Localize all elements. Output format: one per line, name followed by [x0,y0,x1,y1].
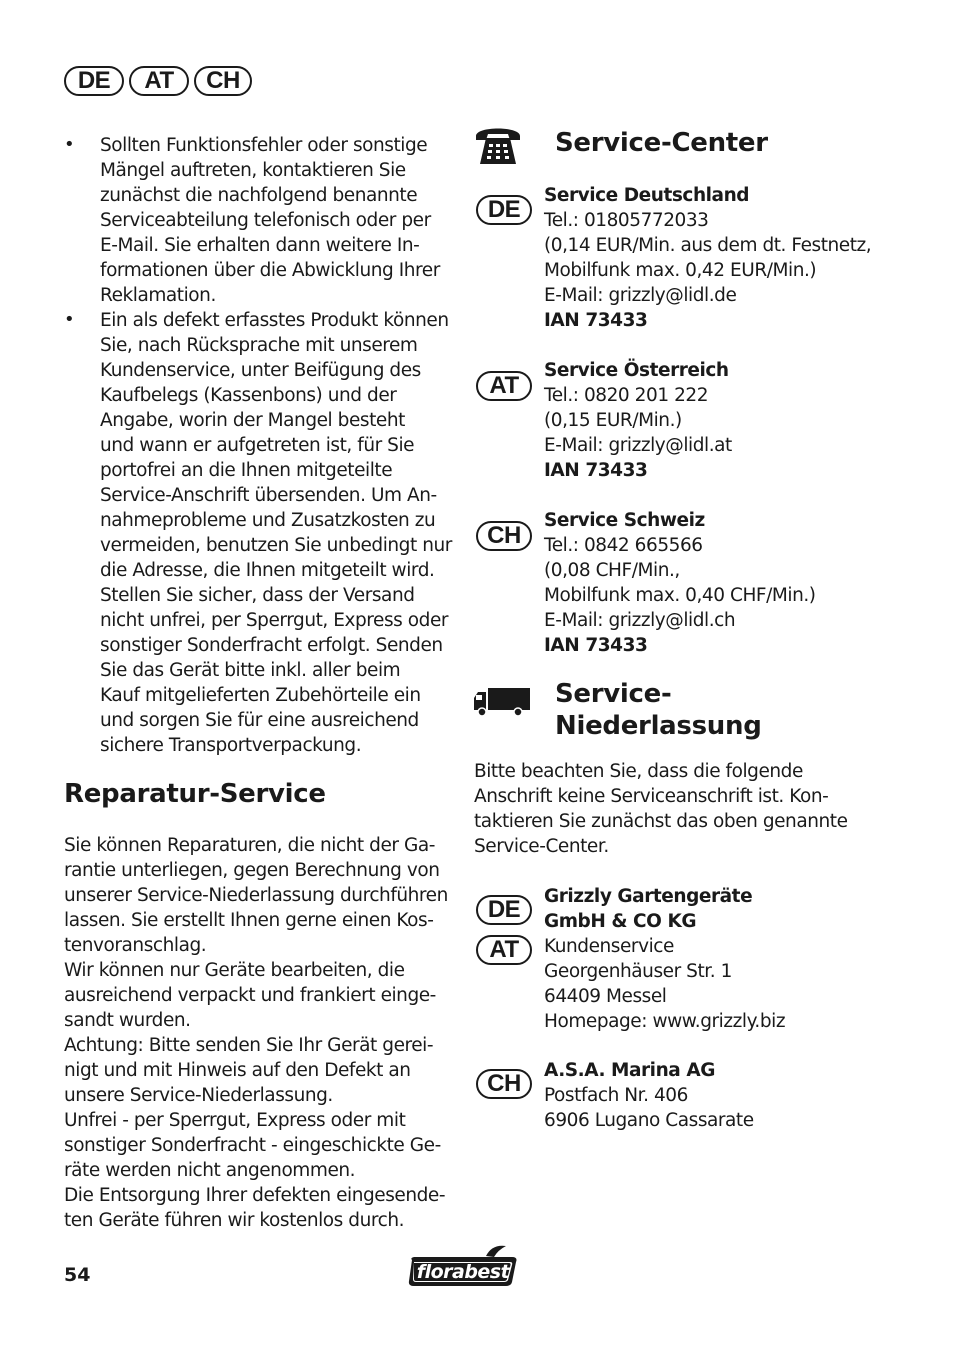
address-de-badge: DE [476,895,532,925]
service-branch-text: Bitte beachten Sie, dass die folgende Anschrift keine Serviceanschrift ist. Kon- taktieren Sie zunächst das oben genannte Service-Center. [474,761,848,857]
service-ch-title: Service Schweiz [544,510,705,531]
lang-badge-de: DE [64,66,124,96]
service-de-block: Service Deutschland Tel.: 01805772033 (0,14 EUR/Min. aus dem dt. Festnetz, Mobilfunk max. 0,42 EUR/Min.) E-Mail: grizzly@lidl.de IAN 73433 [544,185,872,331]
telephone-icon [474,124,522,166]
address-ch-title: A.S.A. Marina AG [544,1060,715,1081]
service-de-ian: IAN 73433 [544,310,648,331]
service-de-badge: DE [476,195,532,225]
bullet-1-text: Sollten Funktionsfehler oder sonstige Mängel auftreten, kontaktieren Sie zunächst die nachfolgend benannte Serviceabteilung telefonisch oder per E-Mail. Sie erhalten dann weitere In- formationen über die Abwicklung Ihrer Reklamation. [100,135,440,306]
address-de-at-block: Grizzly Gartengeräte GmbH & CO KG Kundenservice Georgenhäuser Str. 1 64409 Messel Homepage: www.grizzly.biz [544,886,786,1032]
address-ch-block: A.S.A. Marina AG Postfach Nr. 406 6906 Lugano Cassarate [544,1060,754,1131]
service-at-block: Service Österreich Tel.: 0820 201 222 (0,15 EUR/Min.) E-Mail: grizzly@lidl.at IAN 73433 [544,360,732,481]
page-number: 54 [64,1264,91,1286]
lang-badge-ch: CH [194,66,252,96]
florabest-logo: florabest [406,1244,520,1288]
service-branch-heading: Service- Niederlassung [555,679,762,741]
service-ch-badge: CH [476,521,532,551]
service-ch-block: Service Schweiz Tel.: 0842 665566 (0,08 CHF/Min., Mobilfunk max. 0,40 CHF/Min.) E-Mail: grizzly@lidl.ch IAN 73433 [544,510,816,656]
address-de-at-title: Grizzly Gartengeräte [544,886,753,907]
repair-service-text: Sie können Reparaturen, die nicht der Ga- rantie unterliegen, gegen Berechnung von unserer Service-Niederlassung durchführen lassen. Sie erstellt Ihnen gerne einen Kos- tenvoranschlag. Wir können nur Geräte bearbeiten, die ausreichend verpackt und frankiert einge- sandt wurden. Achtung: Bitte senden Sie Ihr Gerät gerei- nigt und mit Hinweis auf den Defekt an unsere Service-Niederlassung. Unfrei - per Sperrgut, Express oder mit sonstiger Sonderfracht - eingeschickte Ge- räte werden nicht angenommen. Die Entsorgung Ihrer defekten eingesende- ten Geräte führen wir kostenlos durch. [64,835,448,1231]
service-center-heading: Service-Center [555,128,768,158]
address-at-badge: AT [476,935,532,965]
service-de-title: Service Deutschland [544,185,750,206]
service-ch-ian: IAN 73433 [544,635,648,656]
address-ch-badge: CH [476,1069,532,1099]
service-at-title: Service Österreich [544,360,729,381]
lang-badge-at: AT [129,66,189,96]
bullet-2-text: Ein als defekt erfasstes Produkt können Sie, nach Rücksprache mit unserem Kundenservice, unter Beifügung des Kaufbelegs (Kassenbons) und der Angabe, worin der Mangel besteht und wann er aufgetreten ist, für Sie portofrei an die Ihnen mitgeteilte Service-Anschrift übersenden. Um An- nahmeprobleme und Zusatzkosten zu vermeiden, benutzen Sie unbedingt nur die Adresse, die Ihnen mitgeteilt wird. Stellen Sie sicher, dass der Versand nicht unfrei, per Sperrgut, Express oder sonstiger Sonderfracht erfolgt. Senden Sie das Gerät bitte inkl. aller beim Kauf mitgelieferten Zubehörteile ein und sorgen Sie für eine ausreichend sichere Transportverpackung. [100,310,452,756]
repair-service-heading: Reparatur-Service [64,779,326,809]
bullet-dot: • [64,309,75,330]
bullet-dot: • [64,134,75,155]
service-at-ian: IAN 73433 [544,460,648,481]
truck-icon [472,686,532,718]
service-at-badge: AT [476,371,532,401]
